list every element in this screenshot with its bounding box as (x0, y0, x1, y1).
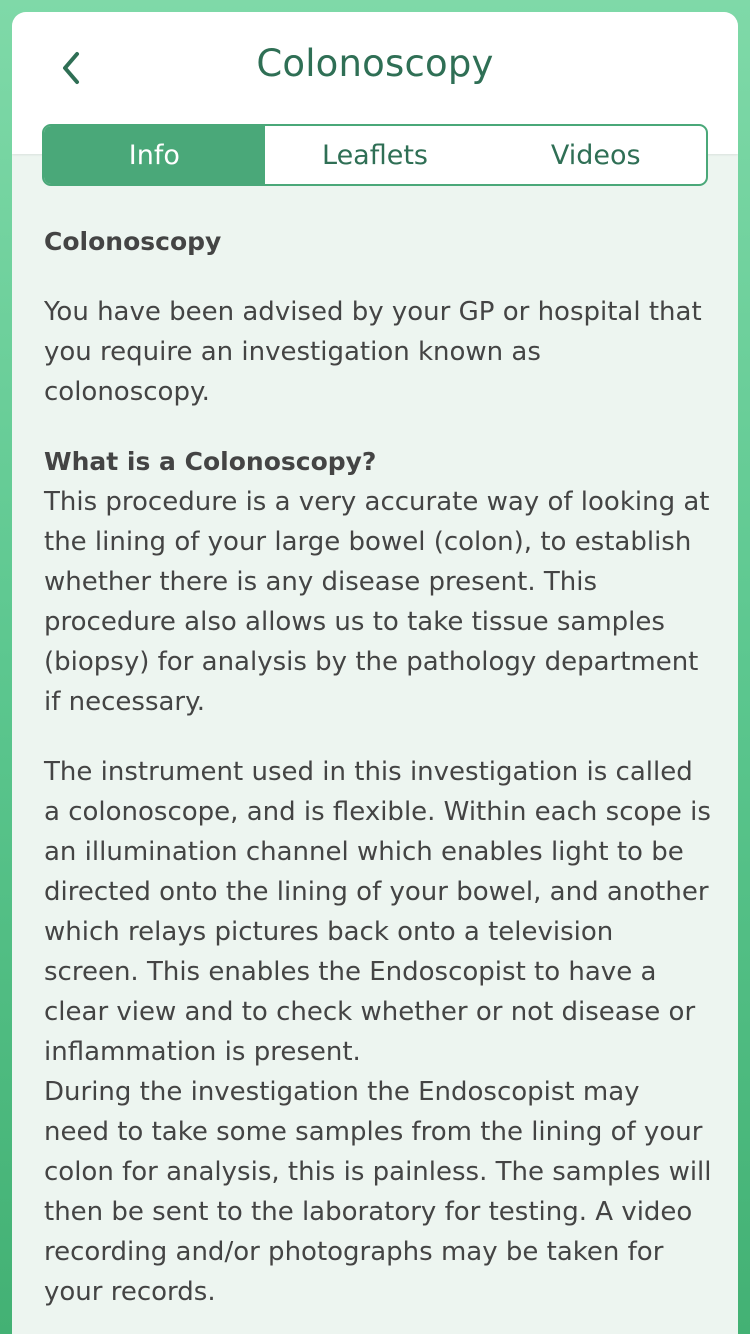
tab-info[interactable]: Info (44, 126, 265, 184)
content-paragraph: This procedure is a very accurate way of looking at the lining of your large bowel (colon), to establish whether there is any disease present. This procedure also allows us to take tissue samples (biopsy) for analysis by the pathology department if necessary. (44, 487, 710, 717)
segmented-tabs (42, 124, 708, 186)
screen-card (12, 12, 738, 1334)
content-paragraph: The instrument used in this investigation is called a colonoscope, and is flexible. Within each scope is an illumination channel which enables light to be directed onto the lining of your bowel, and another which relays pictures back onto a television screen. This enables the Endoscopist to have a clear view and to check whether or not disease or inflammation is present. (44, 757, 711, 1067)
info-content (44, 222, 712, 1312)
content-paragraph: During the investigation the Endoscopist may need to take some samples from the lining of your colon for analysis, this is painless. The samples will then be sent to the laboratory for testing. A video recording and/or photographs may be taken for your records. (44, 1077, 712, 1307)
page-title: Colonoscopy (256, 42, 494, 85)
content-paragraph: You have been advised by your GP or hospital that you require an investigation known as colonoscopy. (44, 297, 702, 407)
tab-leaflets[interactable]: Leaflets (322, 139, 428, 171)
tab-videos[interactable]: Videos (550, 139, 641, 171)
content-heading: Colonoscopy (44, 227, 222, 256)
content-subheading: What is a Colonoscopy? (44, 447, 377, 476)
